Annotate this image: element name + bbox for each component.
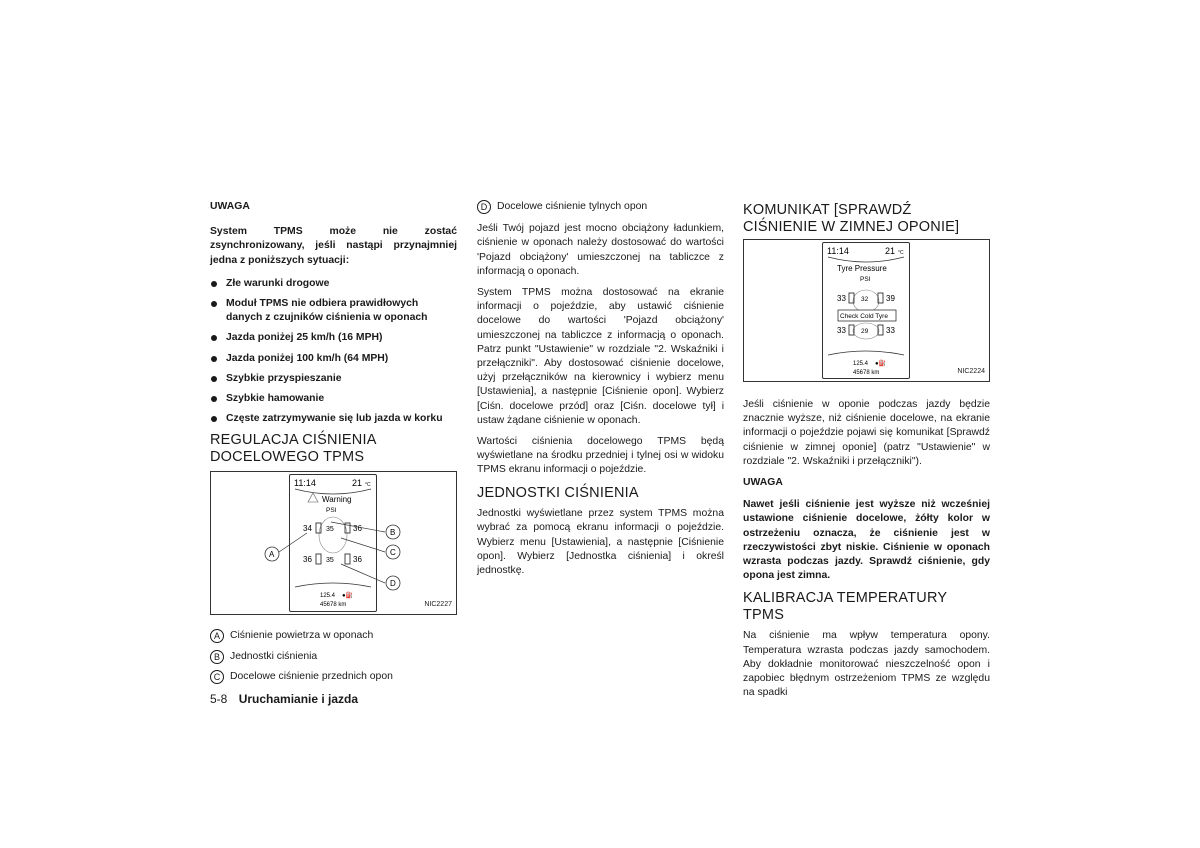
- chapter-title: Uruchamianie i jazda: [238, 692, 359, 706]
- rear-left-value: 33: [837, 326, 846, 335]
- column-2: [477, 200, 724, 585]
- callout-a-label: A: [269, 550, 275, 560]
- legend-text: Docelowe ciśnienie tylnych opon: [497, 201, 648, 212]
- figure-check-cold-tyre: [743, 239, 990, 382]
- legend-item: [210, 650, 457, 664]
- screen-temp-unit: °C: [898, 250, 904, 256]
- paragraph: Wartości ciśnienia docelowego TPMS będą wyświetlane na środku przedniej i tylnej osi w widoku TPMS ekranu informacji o pojeździe.: [477, 436, 724, 476]
- section-heading: KOMUNIKAT [SPRAWDŹ CIŚNIENIE W ZIMNEJ OPONIE]: [743, 202, 960, 235]
- section-heading: KALIBRACJA TEMPERATURY TPMS: [743, 590, 947, 623]
- screen-temp: 21: [352, 478, 363, 489]
- message-text: Check Cold Tyre: [840, 313, 888, 320]
- legend-letter: B: [210, 650, 224, 664]
- bullet-item: Szybkie przyspieszanie: [210, 372, 457, 386]
- bullet-item: Częste zatrzymywanie się lub jazda w korku: [210, 412, 457, 426]
- screen-unit: PSI: [860, 276, 871, 283]
- paragraph: Jeśli ciśnienie w oponie podczas jazdy będzie znacznie wyższe, niż ciśnienie docelowe, na ekranie informacji o pojeździe pojawi się komunikat [Sprawdź ciśnienie w zimnej oponie] (patrz "Ustawienie" w rozdziale "2. Wskaźniki i przełączniki").: [743, 399, 990, 467]
- display-screen: [822, 242, 910, 379]
- section-heading: REGULACJA CIŚNIENIA DOCELOWEGO TPMS: [210, 432, 376, 465]
- figure-tpms-target: [210, 471, 457, 615]
- callout-c-label: C: [390, 548, 396, 558]
- km-value: 45678 km: [320, 602, 347, 609]
- legend-letter: D: [477, 200, 491, 214]
- legend-item: [210, 670, 457, 684]
- figure-code: NIC2224: [957, 367, 985, 375]
- section-heading: JEDNOSTKI CIŚNIENIA: [477, 484, 639, 501]
- callout-layer: [211, 472, 456, 614]
- bullet-item: Moduł TPMS nie odbiera prawidłowych danych z czujników ciśnienia w oponach: [210, 297, 457, 325]
- legend-text: Docelowe ciśnienie przednich opon: [230, 670, 393, 682]
- legend-text: Jednostki ciśnienia: [230, 650, 318, 662]
- tpms-screen-graphic: [823, 243, 909, 378]
- odo-value: 125.4: [320, 593, 336, 600]
- paragraph: Na ciśnienie ma wpływ temperatura opony. Temperatura wzrasta podczas jazdy samochodem. Aby dokładnie monitorować nieszczelność opon i zapobiec błędnym ostrzeżeniom TPMS ze względu na spadki: [743, 630, 990, 699]
- screen-temp: 21: [885, 246, 896, 256]
- bullet-item: Szybkie hamowanie: [210, 392, 457, 406]
- rear-right-value: 33: [886, 326, 895, 335]
- page-footer: [210, 692, 358, 706]
- bullet-item: Jazda poniżej 25 km/h (16 MPH): [210, 331, 457, 345]
- legend-letter: C: [210, 670, 224, 684]
- legend-item: [210, 629, 457, 643]
- odo-value: 125.4: [853, 361, 869, 367]
- column-3: [743, 200, 990, 707]
- legend-item: [477, 200, 724, 214]
- front-left-value: 34: [303, 524, 312, 534]
- screen-unit: PSI: [326, 507, 337, 515]
- figure-code: NIC2227: [424, 601, 452, 609]
- fuel-icon: ●⛽: [875, 361, 887, 367]
- paragraph: Jeśli Twój pojazd jest mocno obciążony ładunkiem, ciśnienie w oponach należy dostosować do wartości 'Pojazd obciążony' umieszczonej na tabliczce z informacją o oponach.: [477, 223, 724, 277]
- paragraph: System TPMS można dostosować na ekranie informacji o pojeździe, aby ustawić ciśnienie docelowe do wartości 'Pojazd obciążony' umieszczonej na tabliczce z informacją o oponach. Patrz punkt "Ustawienie" w rozdziale "2. Wskaźniki i przełączniki". Aby dostosować ciśnienie docelowe, użyj przełączników na kierownicy i wybierz menu [Ustawienia], a następnie [Ciśnienie opon]. Wybierz [Ciśn. docelowe przód] oraz [Ciśn. docelowe tył] i ustaw żądane ciśnienie w oponach.: [477, 287, 724, 426]
- fuel-icon: ●⛽: [342, 593, 354, 600]
- front-center-value: 35: [326, 526, 334, 534]
- callout-d-label: D: [390, 579, 396, 589]
- rear-left-value: 36: [303, 555, 312, 565]
- front-center-value: 32: [861, 296, 869, 303]
- note-heading: UWAGA: [210, 201, 250, 212]
- screen-title: Warning: [322, 495, 352, 505]
- rear-center-value: 35: [326, 557, 334, 565]
- rear-center-value: 29: [861, 328, 869, 335]
- callout-b-label: B: [390, 528, 396, 538]
- bullet-item: Złe warunki drogowe: [210, 277, 457, 291]
- paragraph: Jednostki wyświetlane przez system TPMS można wybrać za pomocą ekranu informacji o pojeździe. Wybierz menu [Ustawienia], a następnie [Ciśnienie opon]. Wybierz [Jednostka ciśnienia] i określ jednostkę.: [477, 508, 724, 576]
- bullet-list: [210, 277, 457, 427]
- front-left-value: 33: [837, 294, 846, 303]
- front-right-value: 39: [886, 294, 895, 303]
- km-value: 45678 km: [853, 370, 880, 376]
- screen-title: Tyre Pressure: [837, 264, 887, 273]
- bullet-item: Jazda poniżej 100 km/h (64 MPH): [210, 352, 457, 366]
- legend-text: Ciśnienie powietrza w oponach: [230, 630, 374, 642]
- note-text: Nawet jeśli ciśnienie jest wyższe niż wcześniej ustawione ciśnienie docelowe, żółty kolor w ostrzeżeniu oznacza, że ciśnienie jest w rzeczywistości zbyt niskie. Ciśnienie w oponach wzrasta podczas jazdy. Sprawdź ciśnienie, gdy opona jest zimna.: [743, 499, 990, 582]
- note-heading: UWAGA: [743, 477, 783, 489]
- screen-time: 11:14: [294, 478, 316, 489]
- front-right-value: 36: [353, 524, 362, 534]
- column-1: [210, 200, 457, 690]
- screen-temp-unit: °C: [365, 482, 371, 489]
- note-text: System TPMS może nie zostać zsynchronizowany, jeśli nastąpi przynajmniej jedna z poniższych sytuacji:: [210, 226, 457, 266]
- rear-right-value: 36: [353, 555, 362, 565]
- legend-letter: A: [210, 629, 224, 643]
- page-number: 5-8: [210, 692, 228, 706]
- screen-time: 11:14: [827, 246, 849, 256]
